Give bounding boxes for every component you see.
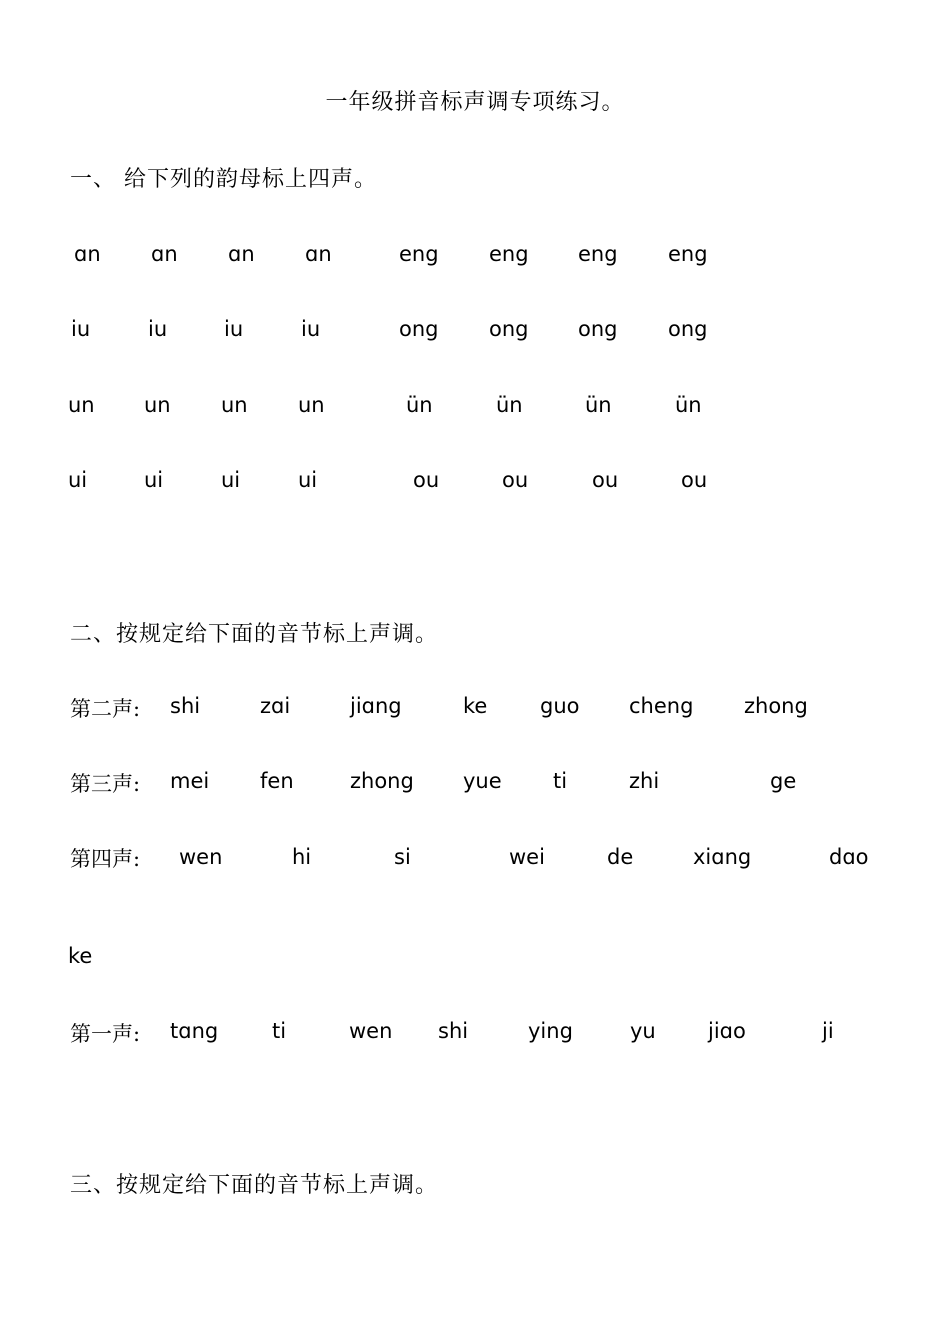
- pinyin-item: iu: [71, 317, 91, 341]
- syllable: cheng: [629, 694, 694, 718]
- pinyin-item: ün: [675, 393, 702, 417]
- section-2-heading: 二、按规定给下面的音节标上声调。: [70, 622, 439, 647]
- pinyin-item: un: [298, 393, 325, 417]
- pinyin-item: ou: [681, 468, 708, 492]
- pinyin-item: ui: [144, 468, 164, 492]
- section-3-heading: 三、按规定给下面的音节标上声调。: [70, 1173, 439, 1198]
- syllable: jiɑng: [350, 694, 402, 718]
- pinyin-item: ong: [578, 317, 618, 341]
- tone-label: 第二声:: [70, 697, 141, 721]
- syllable: jiɑo: [708, 1019, 746, 1043]
- pinyin-item: ong: [399, 317, 439, 341]
- syllable: wei: [509, 845, 545, 869]
- tone-label: 第三声:: [70, 772, 141, 796]
- pinyin-item: ui: [68, 468, 88, 492]
- syllable: ying: [528, 1019, 573, 1043]
- syllable: guo: [540, 694, 580, 718]
- syllable: zhi: [629, 769, 660, 793]
- syllable: ke: [463, 694, 488, 718]
- syllable: xiɑng: [693, 845, 752, 869]
- pinyin-item: un: [144, 393, 171, 417]
- syllable: ji: [822, 1019, 834, 1043]
- syllable: fen: [260, 769, 294, 793]
- syllable: zhong: [744, 694, 808, 718]
- pinyin-item: eng: [578, 242, 618, 266]
- pinyin-item: iu: [224, 317, 244, 341]
- syllable: de: [607, 845, 634, 869]
- syllable: yue: [463, 769, 502, 793]
- pinyin-item: ui: [221, 468, 241, 492]
- syllable: hi: [292, 845, 312, 869]
- pinyin-item: eng: [489, 242, 529, 266]
- syllable: wen: [349, 1019, 393, 1043]
- syllable: mei: [170, 769, 210, 793]
- pinyin-item: ou: [502, 468, 529, 492]
- syllable: zɑi: [260, 694, 291, 718]
- syllable: si: [394, 845, 411, 869]
- tone-label: 第一声:: [70, 1022, 141, 1046]
- pinyin-item: ün: [496, 393, 523, 417]
- syllable: ge: [770, 769, 797, 793]
- syllable: ke: [68, 944, 93, 968]
- syllable: shi: [170, 694, 201, 718]
- pinyin-item: ɑn: [305, 242, 332, 266]
- syllable: zhong: [350, 769, 414, 793]
- pinyin-item: ong: [668, 317, 708, 341]
- syllable: yu: [630, 1019, 656, 1043]
- pinyin-item: ui: [298, 468, 318, 492]
- pinyin-item: ou: [592, 468, 619, 492]
- tone-label: 第四声:: [70, 847, 141, 871]
- pinyin-item: iu: [148, 317, 168, 341]
- section-1-heading: 一、 给下列的韵母标上四声。: [70, 167, 377, 192]
- pinyin-item: un: [221, 393, 248, 417]
- syllable: wen: [179, 845, 223, 869]
- syllable: dɑo: [829, 845, 869, 869]
- pinyin-item: ün: [406, 393, 433, 417]
- syllable: shi: [438, 1019, 469, 1043]
- pinyin-item: ɑn: [151, 242, 178, 266]
- pinyin-item: ɑn: [228, 242, 255, 266]
- pinyin-item: ün: [585, 393, 612, 417]
- page-title: 一年级拼音标声调专项练习。: [325, 90, 625, 115]
- syllable: tɑng: [170, 1019, 219, 1043]
- pinyin-item: un: [68, 393, 95, 417]
- pinyin-item: ong: [489, 317, 529, 341]
- pinyin-item: eng: [399, 242, 439, 266]
- pinyin-item: eng: [668, 242, 708, 266]
- pinyin-item: ɑn: [74, 242, 101, 266]
- syllable: ti: [553, 769, 568, 793]
- syllable: ti: [272, 1019, 287, 1043]
- pinyin-item: iu: [301, 317, 321, 341]
- pinyin-item: ou: [413, 468, 440, 492]
